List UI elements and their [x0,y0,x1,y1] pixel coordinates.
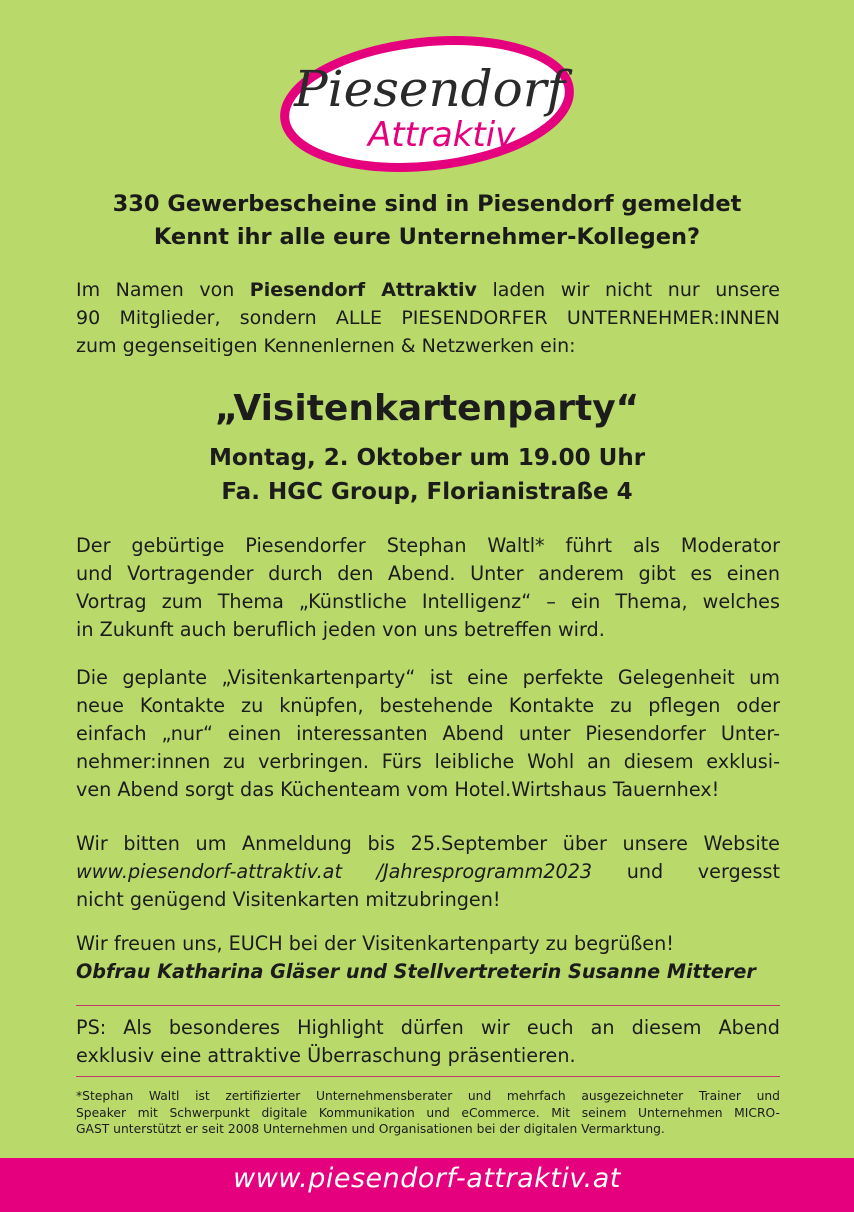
footnote [76,1088,780,1138]
text-line: und Vortragender durch den Abend. Unter anderem gibt es einen [76,562,780,585]
text-line: in Zukunft auch beruflich jeden von uns betreffen wird. [76,618,605,641]
event-location: Fa. HGC Group, Florianistraße 4 [221,479,633,505]
text-line: exklusiv eine attraktive Überraschung präsentieren. [76,1044,576,1067]
logo-graphic [276,34,578,172]
ps-paragraph [76,1014,780,1070]
divider [76,1076,780,1077]
party-description-paragraph [76,664,780,804]
intro-line-1 [76,276,780,304]
headline [40,188,814,254]
text-line: Wir bitten um Anmeldung bis 25.September über unsere Website [76,832,780,855]
text-line: Der gebürtige Piesendorfer Stephan Waltl* führt als Moderator [76,534,780,557]
organization-name: Piesendorf Attraktiv [249,279,477,301]
registration-paragraph [76,830,780,914]
footnote-line: GAST unterstützt er seit 2008 Unternehmen und Organisationen bei der digitalen Vermarktung. [76,1122,665,1136]
footnote-line: Speaker mit Schwerpunkt digitale Kommunikation und eCommerce. Mit seinem Unternehmen MICRO- [76,1105,780,1120]
divider [76,1005,780,1006]
logo-tagline: Attraktiv [368,115,516,155]
event-title: „Visitenkartenparty“ [214,388,640,429]
footnote-line: *Stephan Waltl ist zertifizierter Unternehmensberater und mehrfach ausgezeichneter Trainer und [76,1089,780,1103]
text-line: Wir freuen uns, EUCH bei der Visitenkartenparty zu begrüßen! [76,932,674,955]
intro-line-3: zum gegenseitigen Kennenlernen & Netzwerken ein: [76,335,576,357]
text-line: Vortrag zum Thema „Künstliche Intelligenz“ – ein Thema, welches [76,590,780,613]
logo-name: Piesendorf [294,60,566,118]
intro-line-2: 90 Mitglieder, sondern ALLE PIESENDORFER UNTERNEHMER:INNEN [76,307,780,329]
text-line: nehmer:innen zu verbringen. Fürs leibliche Wohl an diesem exklusi- [76,750,780,773]
event-date: Montag, 2. Oktober um 19.00 Uhr [208,445,646,471]
signature: Obfrau Katharina Gläser und Stellvertreterin Susanne Mitterer [76,960,756,983]
text-fragment: und vergesst [592,860,780,883]
text-line: ven Abend sorgt das Küchenteam vom Hotel.Wirtshaus Tauernhex! [76,778,720,801]
moderator-paragraph [76,532,780,644]
text-line: PS: Als besonderes Highlight dürfen wir euch an diesem Abend [76,1016,780,1039]
headline-line-1: 330 Gewerbescheine sind in Piesendorf gemeldet [112,191,742,217]
registration-link[interactable]: www.piesendorf-attraktiv.at /Jahresprogramm2023 [76,860,593,883]
intro-text: Im Namen von [76,279,250,301]
event-details [0,441,854,509]
website-link[interactable]: www.piesendorf-attraktiv.at [233,1163,621,1194]
text-line: einfach „nur“ einen interessanten Abend unter Piesendorfer Unter- [76,722,780,745]
greeting-paragraph [76,930,780,986]
headline-line-2: Kennt ihr alle eure Unternehmer-Kollegen? [153,224,701,250]
intro-paragraph [76,276,780,360]
text-line: neue Kontakte zu knüpfen, bestehende Kontakte zu pflegen oder [76,694,780,717]
intro-text: laden wir nicht nur unsere [476,279,780,301]
text-line: nicht genügend Visitenkarten mitzubringen! [76,888,501,911]
text-line: Die geplante „Visitenkartenparty“ ist eine perfekte Gelegenheit um [76,666,780,689]
text-line [76,858,780,886]
piesendorf-attraktiv-logo [276,34,578,172]
